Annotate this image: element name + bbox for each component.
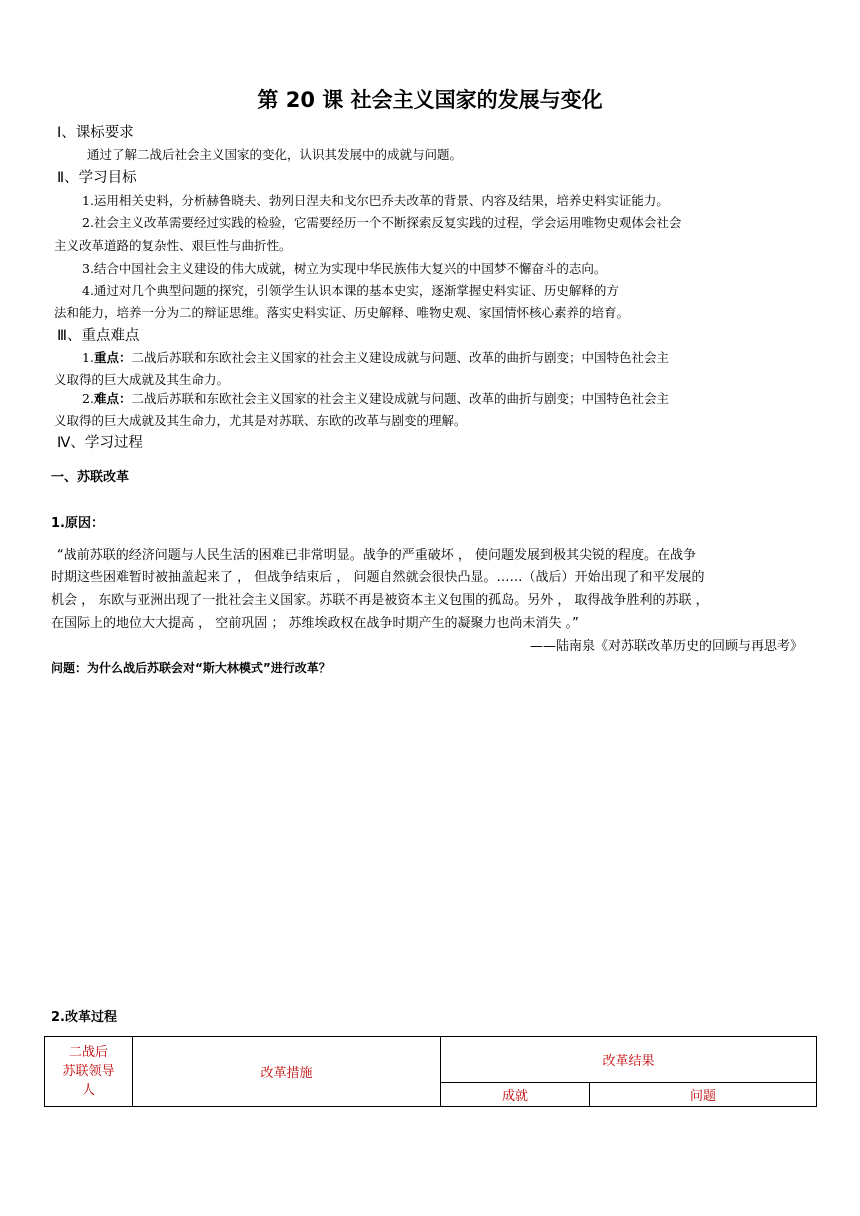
difficult-point-line-1 <box>82 389 669 407</box>
key-point-line-1 <box>82 348 669 366</box>
section-heading-goals: Ⅱ、学习目标 <box>57 170 137 186</box>
header-leader-line-2: 苏联领导 <box>62 1064 115 1079</box>
quote-line-2: 时期这些困难暂时被抽盖起来了 ， 但战争结束后 ， 问题自然就会很快凸显。……（战后）开始出现了和平发展的 <box>51 570 705 585</box>
header-achievements: 成就 <box>441 1083 590 1107</box>
part-heading-soviet-reform: 一、苏联改革 <box>51 470 130 485</box>
header-measures: 改革措施 <box>133 1037 441 1107</box>
difficult-point-line-2: 义取得的巨大成就及其生命力，尤其是对苏联、东欧的改革与剧变的理解。 <box>54 413 467 428</box>
goal-item-1: 1.运用相关史料，分析赫鲁晓夫、勃列日涅夫和戈尔巴乔夫改革的背景、内容及结果，培养史料实证能力。 <box>82 193 669 208</box>
section-heading-standards: Ⅰ、课标要求 <box>57 125 134 141</box>
header-results: 改革结果 <box>441 1037 817 1083</box>
process-heading: 2.改革过程 <box>51 1010 117 1025</box>
question: 问题：为什么战后苏联会对“斯大林模式”进行改革？ <box>51 661 331 675</box>
header-leader-line-1: 二战后 <box>68 1045 108 1060</box>
standards-text: 通过了解二战后社会主义国家的变化，认识其发展中的成就与问题。 <box>87 147 463 162</box>
quote-source: ——陆南泉《对苏联改革历史的回顾与再思考》 <box>529 639 803 654</box>
difficult-point-text: 二战后苏联和东欧社会主义国家的社会主义建设成就与问题、改革的曲折与剧变；中国特色社会主 <box>131 391 669 406</box>
section-heading-process: Ⅳ、学习过程 <box>57 435 143 451</box>
section-heading-key-points: Ⅲ、重点难点 <box>57 328 140 344</box>
key-point-label: 重点： <box>93 350 132 365</box>
reform-table <box>44 1036 817 1107</box>
goal-item-2-line-1: 2.社会主义改革需要经过实践的检验，它需要经历一个不断探索反复实践的过程，学会运用唯物史观体会社会 <box>82 215 682 230</box>
goal-item-4-line-1: 4.通过对几个典型问题的探究，引领学生认识本课的基本史实，逐渐掌握史料实证、历史解释的方 <box>82 283 619 298</box>
header-leader <box>45 1037 133 1107</box>
cause-heading: 1.原因： <box>51 516 104 531</box>
quote-line-4: 在国际上的地位大大提高 ， 空前巩固 ； 苏维埃政权在战争时期产生的凝聚力也尚未消失 。” <box>51 616 579 631</box>
key-point-number: 1. <box>82 350 94 365</box>
difficult-point-label: 难点： <box>93 391 132 406</box>
goal-item-4-line-2: 法和能力，培养一分为二的辩证思维。落实史料实证、历史解释、唯物史观、家国情怀核心素养的培育。 <box>54 305 630 320</box>
header-problems: 问题 <box>590 1083 817 1107</box>
goal-item-2-line-2: 主义改革道路的复杂性、艰巨性与曲折性。 <box>54 238 292 253</box>
quote-line-1: “战前苏联的经济问题与人民生活的困难已非常明显。战争的严重破坏 ， 使问题发展到极其尖锐的程度。在战争 <box>57 548 697 563</box>
header-leader-line-3: 人 <box>81 1083 95 1098</box>
key-point-text: 二战后苏联和东欧社会主义国家的社会主义建设成就与问题、改革的曲折与剧变；中国特色社会主 <box>131 350 669 365</box>
key-point-line-2: 义取得的巨大成就及其生命力。 <box>54 372 230 387</box>
page-title: 第 20 课 社会主义国家的发展与变化 <box>257 88 603 112</box>
goal-item-3: 3.结合中国社会主义建设的伟大成就，树立为实现中华民族伟大复兴的中国梦不懈奋斗的志向。 <box>82 261 607 276</box>
difficult-point-number: 2. <box>82 391 94 406</box>
quote-line-3: 机会 ， 东欧与亚洲出现了一批社会主义国家。苏联不再是被资本主义包围的孤岛。另外 ， 取得战争胜利的苏联 ， <box>51 593 709 608</box>
